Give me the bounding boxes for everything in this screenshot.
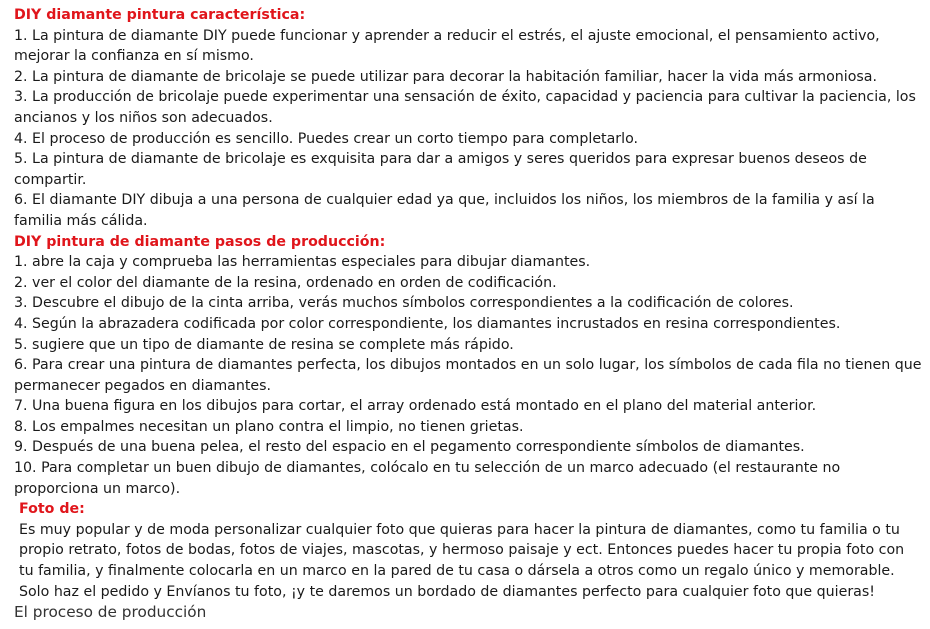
feature-item-5: 5. La pintura de diamante de bricolaje es exquisita para dar a amigos y seres queridos para expresar buenos deseos de compartir.: [14, 151, 867, 188]
photo-heading: Foto de:: [19, 501, 85, 518]
step-item-7: 7. Una buena figura en los dibujos para cortar, el array ordenado está montado en el plano del material anterior.: [14, 398, 817, 415]
step-item-1: 1. abre la caja y comprueba las herramientas especiales para dibujar diamantes.: [14, 254, 591, 271]
step-item-6: 6. Para crear una pintura de diamantes perfecta, los dibujos montados en un solo lugar, los símbolos de cada fila no tienen que permanecer pegados en diamantes.: [14, 357, 922, 394]
feature-item-3: 3. La producción de bricolaje puede experimentar una sensación de éxito, capacidad y paciencia para cultivar la paciencia, los ancianos y los niños son adecuados.: [14, 89, 916, 126]
step-item-3: 3. Descubre el dibujo de la cinta arriba, verás muchos símbolos correspondientes a la codificación de colores.: [14, 295, 794, 312]
feature-item-2: 2. La pintura de diamante de bricolaje se puede utilizar para decorar la habitación familiar, hacer la vida más armoniosa.: [14, 68, 877, 85]
steps-heading: DIY pintura de diamante pasos de producción:: [14, 233, 386, 250]
feature-item-6: 6. El diamante DIY dibuja a una persona de cualquier edad ya que, incluidos los niños, los miembros de la familia y así la familia más cálida.: [14, 192, 875, 229]
step-item-2: 2. ver el color del diamante de la resina, ordenado en orden de codificación.: [14, 274, 557, 291]
feature-item-1: 1. La pintura de diamante DIY puede funcionar y aprender a reducir el estrés, el ajuste emocional, el pensamiento activo, mejorar la confianza en sí mismo.: [14, 27, 880, 65]
step-item-10: 10. Para completar un buen dibujo de diamantes, colócalo en tu selección de un marco adecuado (el restaurante no proporciona un marco).: [14, 460, 841, 497]
features-heading: DIY diamante pintura característica:: [14, 7, 306, 23]
step-item-4: 4. Según la abrazadera codificada por color correspondiente, los diamantes incrustados en resina correspondientes.: [14, 315, 841, 332]
step-item-8: 8. Los empalmes necesitan un plano contra el limpio, no tienen grietas.: [14, 418, 524, 435]
production-process-caption: El proceso de producción: [14, 603, 207, 622]
photo-paragraph: Es muy popular y de moda personalizar cualquier foto que quieras para hacer la pintura de diamantes, como tu familia o tu propio retrato, fotos de bodas, fotos de viajes, mascotas, y hermoso paisaje y ect. Entonces puedes hacer tu propia foto con tu familia, y finalmente colocarla en un marco en la pared de tu casa o dársela a otros como un regalo único y memorable. Solo haz el pedido y Envíanos tu foto, ¡y te daremos un bordado de diamantes perfecto para cualquier foto que quieras!: [19, 521, 905, 600]
step-item-9: 9. Después de una buena pelea, el resto del espacio en el pegamento correspondiente símbolos de diamantes.: [14, 439, 805, 456]
step-item-5: 5. sugiere que un tipo de diamante de resina se complete más rápido.: [14, 336, 514, 353]
feature-item-4: 4. El proceso de producción es sencillo. Puedes crear un corto tiempo para completarlo.: [14, 130, 639, 147]
